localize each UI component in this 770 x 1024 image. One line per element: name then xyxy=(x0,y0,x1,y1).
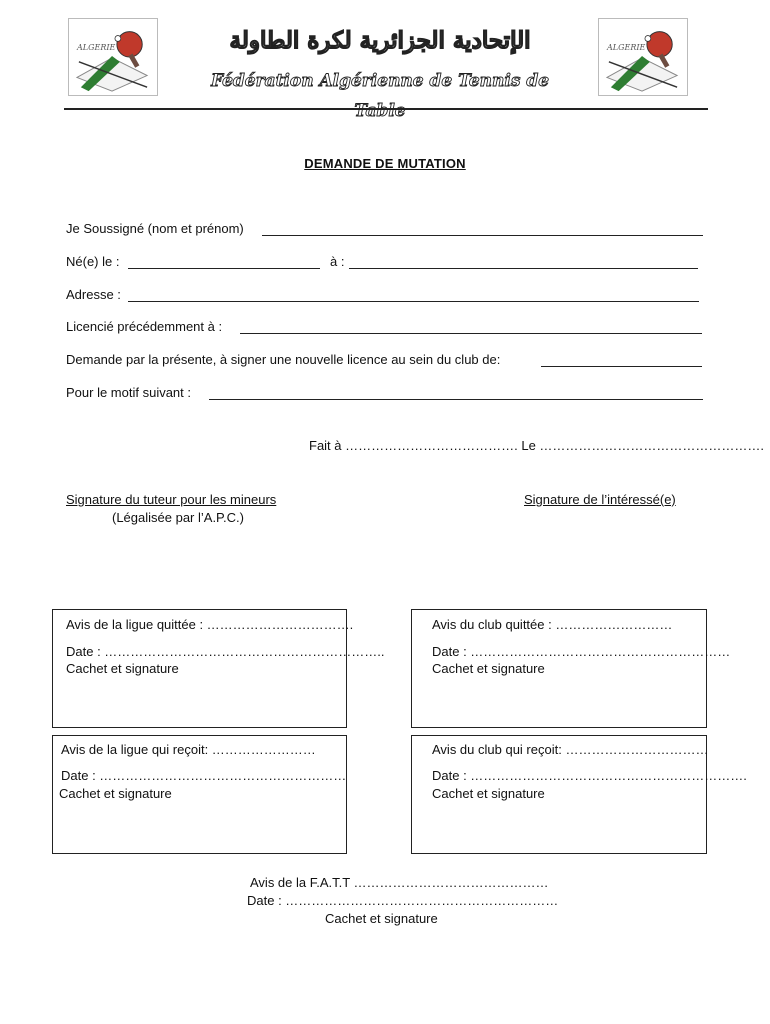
club-left-stamp: Cachet et signature xyxy=(432,661,545,676)
previous-license-input-line[interactable] xyxy=(240,333,702,334)
league-left-approval-box xyxy=(52,609,385,728)
header-divider xyxy=(64,108,708,110)
logo-caption: ALGERIE xyxy=(77,43,116,52)
name-input-line[interactable] xyxy=(262,235,703,236)
logo-caption: ALGERIE xyxy=(607,43,646,52)
address-input-line[interactable] xyxy=(128,301,699,302)
header-banner xyxy=(193,24,567,121)
birth-place-input-line[interactable] xyxy=(349,268,698,269)
address-label: Adresse : xyxy=(66,287,121,302)
name-label: Je Soussigné (nom et prénom) xyxy=(66,221,244,236)
federation-approval-title: Avis de la F.A.T.T ……………………………………… xyxy=(250,875,549,890)
club-receiving-approval-box xyxy=(411,735,747,854)
page-title: DEMANDE DE MUTATION xyxy=(304,156,466,171)
applicant-signature-label: Signature de l’intéressé(e) xyxy=(524,492,676,507)
new-club-input-line[interactable] xyxy=(541,366,702,367)
federation-approval-stamp: Cachet et signature xyxy=(325,911,438,926)
french-title: Fédération Algérienne de Tennis de Table xyxy=(210,71,550,121)
league-receiving-stamp: Cachet et signature xyxy=(59,786,172,801)
club-receiving-date: Date : ………………………………………………………. xyxy=(432,768,747,783)
birth-date-input-line[interactable] xyxy=(128,268,320,269)
club-left-approval-box xyxy=(411,609,731,728)
club-receiving-stamp: Cachet et signature xyxy=(432,786,545,801)
club-left-date: Date : …………………………………………………… xyxy=(432,644,731,659)
table-tennis-logo-icon xyxy=(69,19,157,95)
arabic-title: الإتحادية الجزائرية لكرة الطاولة xyxy=(229,27,531,54)
league-receiving-title: Avis de la ligue qui reçoit: …………………… xyxy=(61,742,316,757)
league-left-date: Date : ……………………………………………………….. xyxy=(66,644,385,659)
reason-label: Pour le motif suivant : xyxy=(66,385,191,400)
request-label: Demande par la présente, à signer une nouvelle licence au sein du club de: xyxy=(66,352,501,367)
place-date-line: Fait à …………………………………. Le ……………………………………………. xyxy=(309,438,765,453)
club-receiving-title: Avis du club qui reçoit: …………………………… xyxy=(432,742,709,757)
federation-approval-date: Date : ……………………………………………………… xyxy=(247,893,559,908)
birth-date-label: Né(e) le : xyxy=(66,254,120,269)
table-tennis-logo-icon xyxy=(599,19,687,95)
federation-logo-left xyxy=(68,18,158,96)
club-left-title: Avis du club quittée : ……………………… xyxy=(432,617,673,632)
guardian-signature-label: Signature du tuteur pour les mineurs xyxy=(66,492,277,507)
previous-license-label: Licencié précédemment à : xyxy=(66,319,223,334)
league-left-title: Avis de la ligue quittée : ……………………………. xyxy=(66,617,354,632)
league-receiving-date: Date : ………………………………………………… xyxy=(61,768,347,783)
league-receiving-approval-box xyxy=(52,735,347,854)
birth-place-label: à : xyxy=(330,254,345,269)
league-left-stamp: Cachet et signature xyxy=(66,661,179,676)
reason-input-line[interactable] xyxy=(209,399,703,400)
guardian-legalization-note: (Légalisée par l’A.P.C.) xyxy=(112,510,244,525)
federation-logo-right xyxy=(598,18,688,96)
